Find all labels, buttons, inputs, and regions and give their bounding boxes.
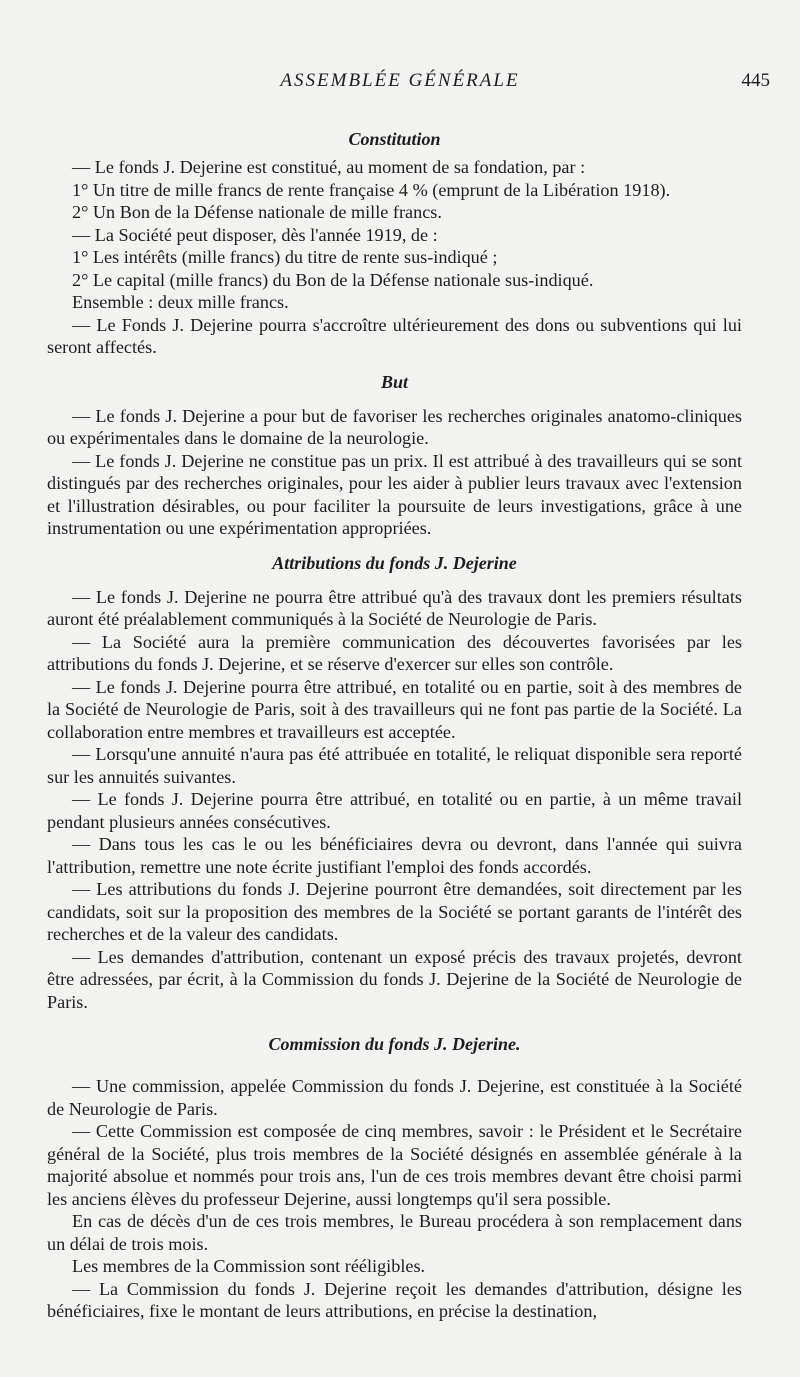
paragraph: — La Société peut disposer, dès l'année 1919, de : xyxy=(72,224,438,245)
paragraph: — Lorsqu'une annuité n'aura pas été attribuée en totalité, le reliquat disponible sera reporté sur les annuités suivantes. xyxy=(47,744,742,787)
paragraph: Ensemble : deux mille francs. xyxy=(72,292,289,312)
paragraph: — La Société aura la première communication des découvertes favorisées par les attributions du fonds J. Dejerine, et se réserve d'exercer sur elles son contrôle. xyxy=(47,631,742,674)
paragraph: — La Commission du fonds J. Dejerine reçoit les demandes d'attribution, désigne les bénéficiaires, fixe le montant de leurs attributions, en précise la destination, xyxy=(47,1278,742,1321)
section-heading-attributions: Attributions du fonds J. Dejerine xyxy=(272,552,517,573)
paragraph: 1° Les intérêts (mille francs) du titre de rente sus-indiqué ; xyxy=(72,247,498,267)
paragraph: — Le fonds J. Dejerine pourra être attribué, en totalité ou en partie, à un même travail pendant plusieurs années consécutives. xyxy=(47,789,742,832)
paragraph: — Le fonds J. Dejerine ne constitue pas un prix. Il est attribué à des travailleurs qui se sont distingués par des recherches originales, pour les aider à publier leurs travaux avec l'extension et l'illustration désirables, ou pour faciliter la poursuite de leurs investigations, grâce à une instrumentation ou une expérimentation appropriées. xyxy=(47,450,742,538)
page-body xyxy=(47,126,742,1323)
paragraph: — Le fonds J. Dejerine ne pourra être attribué qu'à des travaux dont les premiers résultats auront été préalablement communiqués à la Société de Neurologie de Paris. xyxy=(47,586,742,629)
paragraph: Les membres de la Commission sont rééligibles. xyxy=(72,1256,426,1276)
section-heading-commission: Commission du fonds J. Dejerine. xyxy=(268,1034,521,1054)
section-heading-but: But xyxy=(380,371,409,392)
paragraph: 2° Un Bon de la Défense nationale de mille francs. xyxy=(72,202,442,222)
section-heading-constitution: Constitution xyxy=(348,129,441,149)
paragraph: 2° Le capital (mille francs) du Bon de la Défense nationale sus-indiqué. xyxy=(72,269,594,290)
paragraph: — Le fonds J. Dejerine pourra être attribué, en totalité ou en partie, soit à des membres de la Société de Neurologie de Paris, soit à des travailleurs qui ne font pas partie de la Société. La collaboration entre membres et travailleurs est acceptée. xyxy=(47,676,742,742)
paragraph: — Dans tous les cas le ou les bénéficiaires devra ou devront, dans l'année qui suivra l'attribution, remettre une note écrite justifiant l'emploi des fonds accordés. xyxy=(47,834,742,877)
paragraph: — Le Fonds J. Dejerine pourra s'accroître ultérieurement des dons ou subventions qui lui seront affectés. xyxy=(47,314,742,357)
paragraph: 1° Un titre de mille francs de rente française 4 % (emprunt de la Libération 1918). xyxy=(72,179,671,200)
paragraph: — Les demandes d'attribution, contenant un exposé précis des travaux projetés, devront être adressées, par écrit, à la Commission du fonds J. Dejerine de la Société de Neurologie de Paris. xyxy=(47,946,742,1012)
paragraph: — Les attributions du fonds J. Dejerine pourront être demandées, soit directement par les candidats, soit sur la proposition des membres de la Société se portant garants de l'intérêt des recherches et de la valeur des candidats. xyxy=(47,879,742,944)
paragraph: En cas de décès d'un de ces trois membres, le Bureau procédera à son remplacement dans un délai de trois mois. xyxy=(47,1211,742,1254)
page-header xyxy=(0,70,800,100)
paragraph: — Le fonds J. Dejerine est constitué, au moment de sa fondation, par : xyxy=(72,157,586,177)
running-title: ASSEMBLÉE GÉNÉRALE xyxy=(280,70,520,91)
paragraph: — Une commission, appelée Commission du fonds J. Dejerine, est constituée à la Société de Neurologie de Paris. xyxy=(47,1076,742,1119)
page-number: 445 xyxy=(741,70,770,91)
paragraph: — Le fonds J. Dejerine a pour but de favoriser les recherches originales anatomo-cliniques ou expérimentales dans le domaine de la neurologie. xyxy=(47,405,742,448)
paragraph: — Cette Commission est composée de cinq membres, savoir : le Président et le Secrétaire général de la Société, plus trois membres de la Société désignés en assemblée générale à la majorité absolue et nommés pour trois ans, l'un de ces trois membres devant être choisi parmi les anciens élèves du professeur Dejerine, aussi longtemps qu'il sera possible. xyxy=(47,1121,742,1209)
